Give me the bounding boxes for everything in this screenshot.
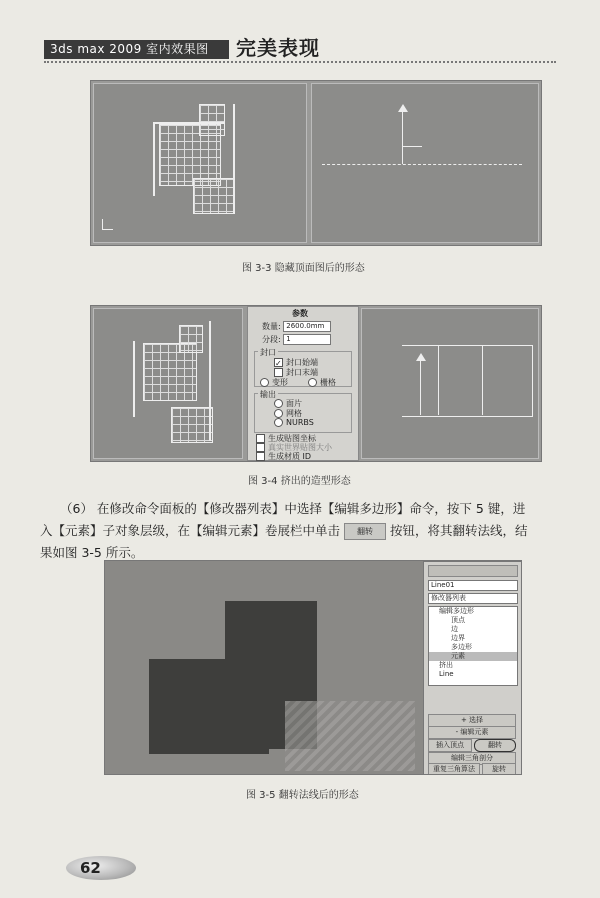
stack-item[interactable]: 多边形 [451,643,472,651]
morph-label: 变形 [272,378,288,387]
gen-mat-checkbox[interactable] [256,452,265,461]
flip-button[interactable]: 翻转 [474,739,516,752]
rollout-select[interactable]: + 选择 [428,714,516,727]
extruded-building-shape-left [149,659,269,754]
extrude-parameters-panel [247,306,359,461]
cap-start-checkbox[interactable]: ✓ [275,359,282,368]
rollout-edit-element[interactable]: - 编辑元素 [428,726,516,739]
paragraph-line-1: （6） 在修改命令面板的【修改器列表】中选择【编辑多边形】命令，按下 5 键，进 [60,501,526,516]
header-title: 完美表现 [236,36,320,60]
gen-map-label: 生成贴图坐标 [268,434,316,443]
amount-input[interactable]: 2600.0mm [283,321,331,332]
cap-end-label: 封口末端 [286,368,318,377]
viewport-perspective [105,561,423,774]
capping-label: 封口 [260,348,276,357]
viewport-front [361,308,539,459]
inline-flip-button: 翻转 [344,523,386,540]
modifier-stack [428,606,518,686]
stack-item[interactable]: 边界 [451,634,465,642]
insert-vertex-button[interactable]: 插入顶点 [428,739,472,752]
mesh-label: 网格 [286,409,302,418]
figure-3-3 [90,80,542,246]
output-label: 输出 [260,390,276,399]
grid-label: 栅格 [320,378,336,387]
page-number: 62 [66,852,136,882]
paragraph-line-3: 果如图 3-5 所示。 [40,545,144,560]
patch-label: 面片 [286,399,302,408]
viewport-front [311,83,539,243]
header-divider [44,61,556,63]
real-world-label: 真实世界贴图大小 [268,443,332,452]
mesh-radio[interactable] [274,409,283,418]
morph-radio[interactable] [260,378,269,387]
grid-radio[interactable] [308,378,317,387]
paragraph-line-2: 入【元素】子对象层级，在【编辑元素】卷展栏中单击 翻转 按钮，将其翻转法线，结 [40,523,528,538]
object-name-field[interactable]: Line01 [428,580,518,591]
amount-label: 数量: [262,322,281,331]
viewport-top [93,83,307,243]
nurbs-radio[interactable] [274,418,283,427]
header-series-tag: 3ds max 2009 室内效果图 [44,40,229,59]
figure-3-5 [104,560,522,775]
figure-3-4 [90,305,542,462]
figure-3-4-caption: 图 3-4 挤出的造型形态 [248,476,351,487]
stack-item[interactable]: 顶点 [451,616,465,624]
segments-input[interactable]: 1 [283,334,331,345]
stack-item[interactable]: 挤出 [439,661,453,669]
floor-plan-drawing [149,104,249,224]
figure-3-3-caption: 图 3-3 隐藏顶面图后的形态 [242,263,365,274]
modifier-list-dropdown[interactable]: 修改器列表 [428,593,518,604]
stack-item[interactable]: 编辑多边形 [439,607,474,615]
turn-button[interactable]: 旋转 [482,763,516,775]
segments-label: 分段: [262,335,281,344]
command-panel [423,561,522,775]
figure-3-5-caption: 图 3-5 翻转法线后的形态 [246,790,359,801]
panel-title: 参数 [292,309,308,318]
retriangulate-button[interactable]: 重复三角算法 [428,763,480,775]
viewport-top [93,308,243,459]
body-paragraph [40,498,560,564]
cap-end-checkbox[interactable] [274,368,283,377]
nurbs-label: NURBS [286,418,314,427]
stack-item[interactable]: Line [439,670,454,678]
patch-radio[interactable] [274,399,283,408]
edit-triangulation-button[interactable]: 编辑三角剖分 [428,752,516,765]
stack-item[interactable]: 元素 [429,652,517,661]
cap-start-label: 封口始端 [286,358,318,367]
gen-mat-label: 生成材质 ID [268,452,312,461]
floor-plan-drawing [129,321,229,451]
stack-item[interactable]: 边 [451,625,458,633]
